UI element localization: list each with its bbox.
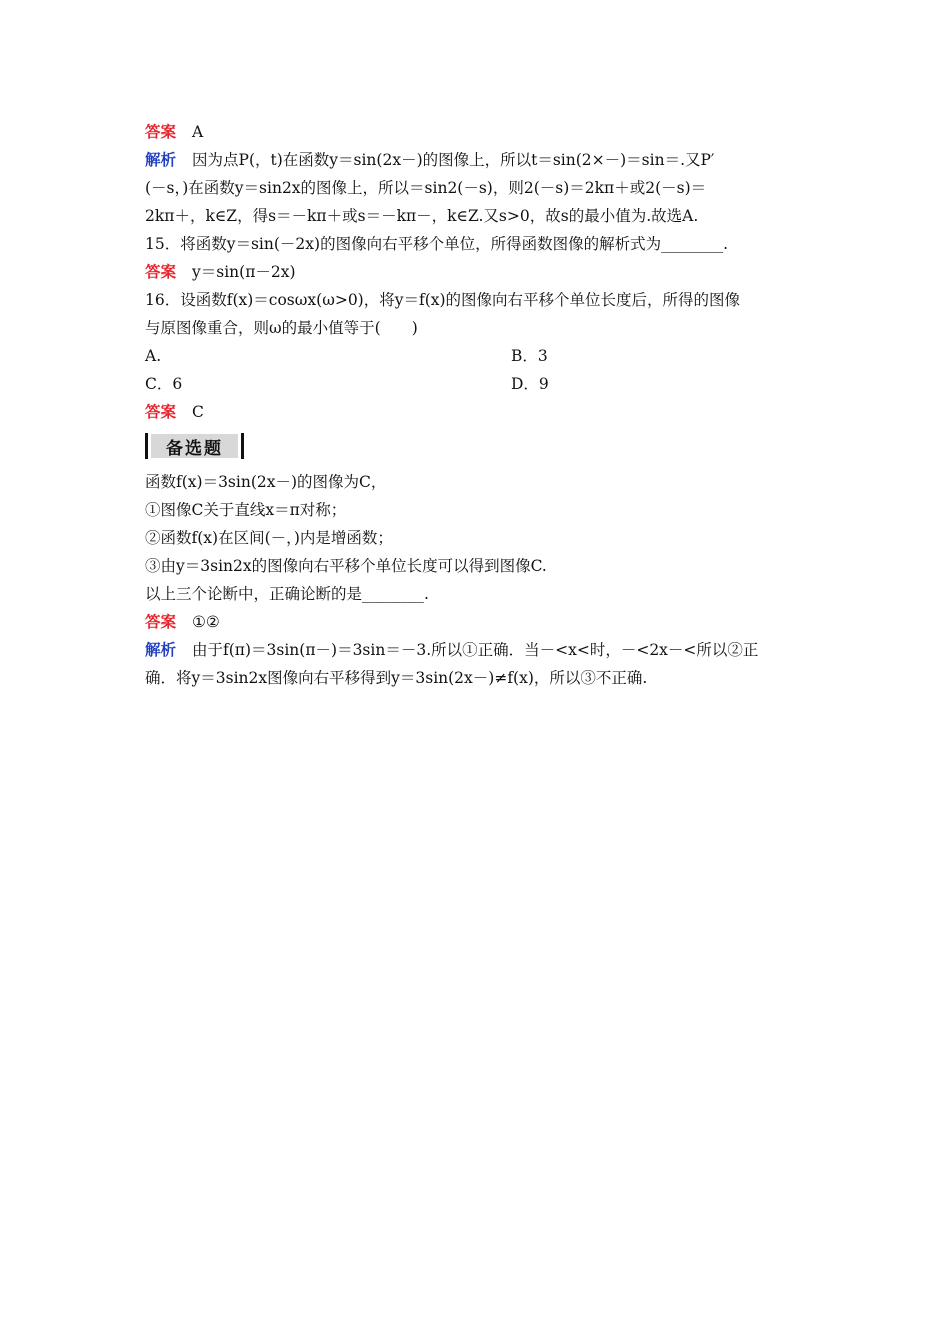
backup-prompt: 以上三个论断中，正确论断的是________. bbox=[145, 585, 429, 603]
answer-tag: 答案 bbox=[145, 123, 177, 141]
backup-stem: 函数f(x)＝3sin(2x－)的图像为C， bbox=[145, 473, 387, 491]
answer-tag: 答案 bbox=[145, 263, 177, 281]
backup-section-header bbox=[145, 433, 244, 459]
explain-text: 由于f(π)＝3sin(π－)＝3sin＝－3.所以①正确．当－<x<时，－<2x－<所以②正 bbox=[192, 641, 759, 659]
answer-tag: 答案 bbox=[145, 613, 177, 631]
q16-question-line-2: 与原图像重合，则ω的最小值等于( ) bbox=[145, 319, 418, 337]
explain-tag: 解析 bbox=[145, 641, 177, 659]
q16-option-c: C．6 bbox=[145, 375, 183, 393]
section-bar-right bbox=[241, 433, 244, 459]
answer-value: C bbox=[192, 403, 204, 421]
q16-answer-line bbox=[145, 401, 204, 423]
backup-answer-line bbox=[145, 611, 220, 633]
q14-explain-line-2: (－s，)在函数y＝sin2x的图像上，所以＝sin2(－s)，则2(－s)＝2kπ＋或2(－s)＝ bbox=[145, 179, 707, 197]
explain-tag: 解析 bbox=[145, 151, 177, 169]
explain-text: 因为点P(，t)在函数y＝sin(2x－)的图像上，所以t＝sin(2×－)＝sin＝.又P′ bbox=[192, 151, 715, 169]
answer-value: y＝sin(π－2x) bbox=[192, 263, 296, 281]
q16-question-line-1: 16．设函数f(x)＝cosωx(ω>0)，将y＝f(x)的图像向右平移个单位长度后，所得的图像 bbox=[145, 291, 741, 309]
section-title: 备选题 bbox=[151, 434, 238, 458]
backup-explain-line-2: 确．将y＝3sin2x图像向右平移得到y＝3sin(2x－)≠f(x)，所以③不正确. bbox=[145, 669, 648, 687]
backup-item-3: ③由y＝3sin2x的图像向右平移个单位长度可以得到图像C. bbox=[145, 557, 547, 575]
q15-question: 15．将函数y＝sin(－2x)的图像向右平移个单位，所得函数图像的解析式为________. bbox=[145, 235, 729, 253]
answer-tag: 答案 bbox=[145, 403, 177, 421]
q16-option-a: A. bbox=[145, 347, 162, 365]
q15-answer-line bbox=[145, 261, 296, 283]
answer-value: A bbox=[192, 123, 204, 141]
q16-option-d: D．9 bbox=[511, 375, 549, 393]
q16-option-b: B．3 bbox=[511, 347, 548, 365]
q14-answer-line bbox=[145, 121, 203, 143]
q14-explain-line-3: 2kπ＋，k∈Z，得s＝－kπ＋或s＝－kπ－，k∈Z.又s>0，故s的最小值为.故选A. bbox=[145, 207, 699, 225]
backup-item-2: ②函数f(x)在区间(－，)内是增函数； bbox=[145, 529, 393, 547]
backup-explain-line bbox=[145, 639, 758, 661]
section-bar-left bbox=[145, 433, 148, 459]
answer-value: ①② bbox=[192, 613, 220, 631]
backup-item-1: ①图像C关于直线x＝π对称； bbox=[145, 501, 347, 519]
q14-explain-line bbox=[145, 149, 714, 171]
